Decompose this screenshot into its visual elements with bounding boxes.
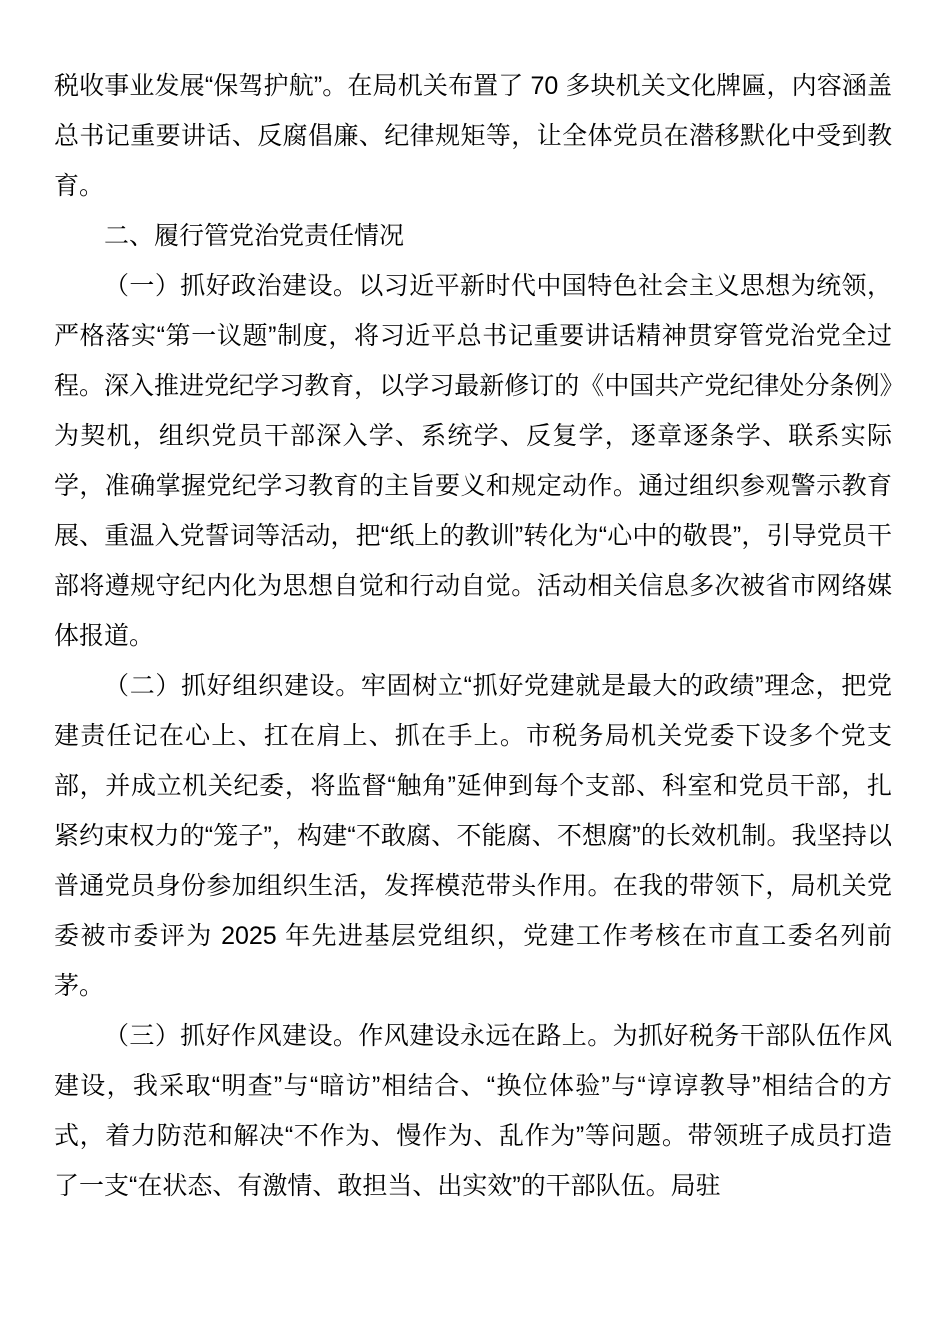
paragraph-item-one: （一）抓好政治建设。以习近平新时代中国特色社会主义思想为统领，严格落实“第一议题”制度，将习近平总书记重要讲话精神贯穿管党治党全过程。深入推进党纪学习教育，以学习最新修订的《中国共产党纪律处分条例》为契机，组织党员干部深入学、系统学、反复学，逐章逐条学、联系实际学，准确掌握党纪学习教育的主旨要义和规定动作。通过组织参观警示教育展、重温入党誓词等活动，把“纸上的教训”转化为“心中的敬畏”，引导党员干部将遵规守纪内化为思想自觉和行动自觉。活动相关信息多次被省市网络媒体报道。	[54, 272, 892, 650]
section-heading: 二、履行管党治党责任情况	[104, 222, 405, 250]
document-body	[54, 61, 892, 1211]
paragraph-item-three: （三）抓好作风建设。作风建设永远在路上。为抓好税务干部队伍作风建设，我采取“明查”与“暗访”相结合、“换位体验”与“谆谆教导”相结合的方式，着力防范和解决“不作为、慢作为、乱作为”等问题。带领班子成员打造了一支“在状态、有激情、敢担当、出实效”的干部队伍。局驻	[54, 1022, 892, 1200]
paragraph-continuation: 税收事业发展“保驾护航”。在局机关布置了 70 多块机关文化牌匾，内容涵盖总书记重要讲话、反腐倡廉、纪律规矩等，让全体党员在潜移默化中受到教育。	[54, 72, 892, 200]
paragraph-item-two: （二）抓好组织建设。牢固树立“抓好党建就是最大的政绩”理念，把党建责任记在心上、扛在肩上、抓在手上。市税务局机关党委下设多个党支部，并成立机关纪委，将监督“触角”延伸到每个支部、科室和党员干部，扎紧约束权力的“笼子”，构建“不敢腐、不能腐、不想腐”的长效机制。我坚持以普通党员身份参加组织生活，发挥模范带头作用。在我的带领下，局机关党委被市委评为 2025 年先进基层党组织，党建工作考核在市直工委名列前茅。	[54, 672, 892, 1000]
